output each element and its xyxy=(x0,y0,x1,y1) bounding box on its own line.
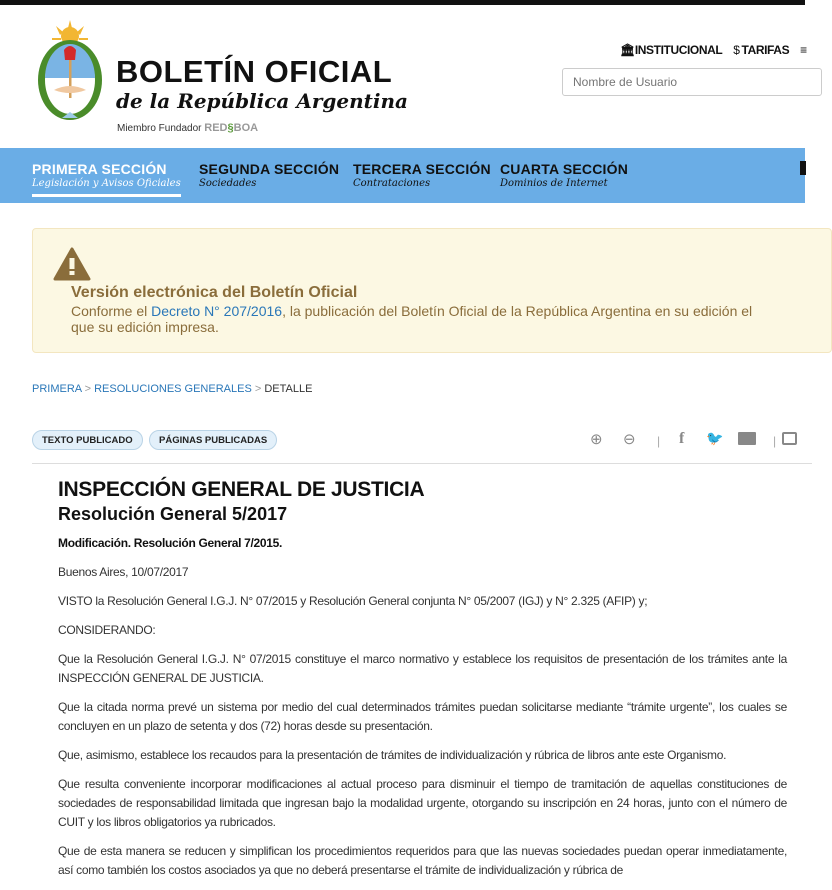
institucional-link[interactable]: 🏛INSTITUCIONAL xyxy=(620,43,723,57)
decreto-link[interactable]: Decreto N° 207/2016 xyxy=(151,303,283,319)
nav-subtitle: Legislación y Avisos Oficiales xyxy=(32,178,181,189)
document-body xyxy=(58,478,787,890)
nav-overflow-item[interactable] xyxy=(800,161,806,175)
tarifas-link[interactable]: $ TARIFAS xyxy=(733,43,790,57)
document-paragraph: VISTO la Resolución General I.G.J. N° 07/2015 y Resolución General conjunta N° 05/2007 (IGJ) y N° 2.325 (AFIP) y; xyxy=(58,594,648,608)
nav-title: TERCERA SECCIÓN xyxy=(353,161,491,177)
username-input[interactable] xyxy=(562,68,822,96)
zoom-in-icon[interactable]: ⊕ xyxy=(590,431,603,448)
nav-primera-seccion[interactable] xyxy=(32,161,181,197)
document-paragraph: Que la Resolución General I.G.J. N° 07/2015 constituye el marco normativo y establece los requisitos de presentación de los trámites ante la INSPECCIÓN GENERAL DE JUSTICIA. xyxy=(58,652,787,685)
print-icon[interactable] xyxy=(782,432,797,445)
nav-title: PRIMERA SECCIÓN xyxy=(32,161,167,177)
nav-segunda-seccion[interactable] xyxy=(199,161,339,189)
top-bar xyxy=(0,0,805,5)
dollar-icon: $ xyxy=(733,43,740,57)
breadcrumb xyxy=(32,383,312,395)
zoom-out-icon[interactable]: ⊖ xyxy=(623,431,636,448)
document-summary: Modificación. Resolución General 7/2015. xyxy=(58,536,283,550)
electronic-version-alert xyxy=(32,228,832,353)
argentina-coat-of-arms-logo[interactable] xyxy=(34,18,106,130)
document-paragraph: CONSIDERANDO: xyxy=(58,623,156,637)
divider xyxy=(32,463,812,464)
menu-icon[interactable]: ≡ xyxy=(800,43,807,57)
member-label: Miembro Fundador xyxy=(117,123,202,134)
warning-icon xyxy=(53,247,91,281)
section-nav xyxy=(0,148,805,203)
nav-title: CUARTA SECCIÓN xyxy=(500,161,629,177)
nav-tercera-seccion[interactable] xyxy=(353,161,491,189)
document-paragraph: Que resulta conveniente incorporar modificaciones al actual proceso para disminuir el tiempo de tramitación de aquellas constituciones de sociedades de responsabilidad limitada que ingresan bajo la modalidad urgente, otorgando su inscripción en 24 horas, junto con el número de CUIT y los libros obligatorios ya rubricados. xyxy=(58,777,787,829)
bank-icon: 🏛 xyxy=(620,43,635,57)
breadcrumb-current: DETALLE xyxy=(264,383,313,395)
tab-paginas-publicadas[interactable]: PÁGINAS PUBLICADAS xyxy=(149,430,277,450)
member-founder xyxy=(117,122,258,134)
nav-cuarta-seccion[interactable] xyxy=(500,161,628,189)
breadcrumb-primera[interactable]: PRIMERA xyxy=(32,383,82,395)
email-icon[interactable] xyxy=(738,432,756,445)
toolbar-divider: | xyxy=(657,434,661,448)
document-title: Resolución General 5/2017 xyxy=(58,504,288,524)
breadcrumb-separator: > xyxy=(254,383,262,395)
redboa-logo[interactable]: RED§BOA xyxy=(204,122,259,134)
alert-title: Versión electrónica del Boletín Oficial xyxy=(71,284,358,301)
tab-texto-publicado[interactable]: TEXTO PUBLICADO xyxy=(32,430,143,450)
document-paragraph: Buenos Aires, 10/07/2017 xyxy=(58,565,189,579)
facebook-icon[interactable]: f xyxy=(679,430,685,447)
document-paragraph: Que de esta manera se reducen y simplifican los procedimientos requeridos para que las nuevas sociedades puedan operar inmediatamente, así como también los costos asociados ya que no deberá presentarse el trámite de individualización y rúbrica de xyxy=(58,844,787,877)
twitter-icon[interactable]: 🐦 xyxy=(706,430,724,446)
nav-subtitle: Sociedades xyxy=(199,178,257,189)
breadcrumb-resoluciones-generales[interactable]: RESOLUCIONES GENERALES xyxy=(94,383,252,395)
document-paragraph: Que la citada norma prevé un sistema por medio del cual determinados trámites puedan solicitarse mediante “trámite urgente”, los cuales se concluyen en un plazo de setenta y dos (72) horas desde su presentación. xyxy=(58,700,787,733)
brand-title: BOLETÍN OFICIAL xyxy=(116,54,393,89)
document-organism: INSPECCIÓN GENERAL DE JUSTICIA xyxy=(58,478,425,501)
toolbar-divider: | xyxy=(773,434,777,448)
alert-text: Conforme el Decreto N° 207/2016, la publicación del Boletín Oficial de la República Argentina en su edición el que su edición impresa. xyxy=(71,303,753,335)
nav-subtitle: Contrataciones xyxy=(353,178,431,189)
brand-subtitle: de la República Argentina xyxy=(116,89,408,113)
top-links xyxy=(620,43,815,57)
nav-title: SEGUNDA SECCIÓN xyxy=(199,161,340,177)
nav-subtitle: Dominios de Internet xyxy=(500,178,608,189)
document-paragraph: Que, asimismo, establece los recaudos para la presentación de trámites de individualización y rúbrica de libros ante este Organismo. xyxy=(58,748,727,762)
breadcrumb-separator: > xyxy=(84,383,92,395)
